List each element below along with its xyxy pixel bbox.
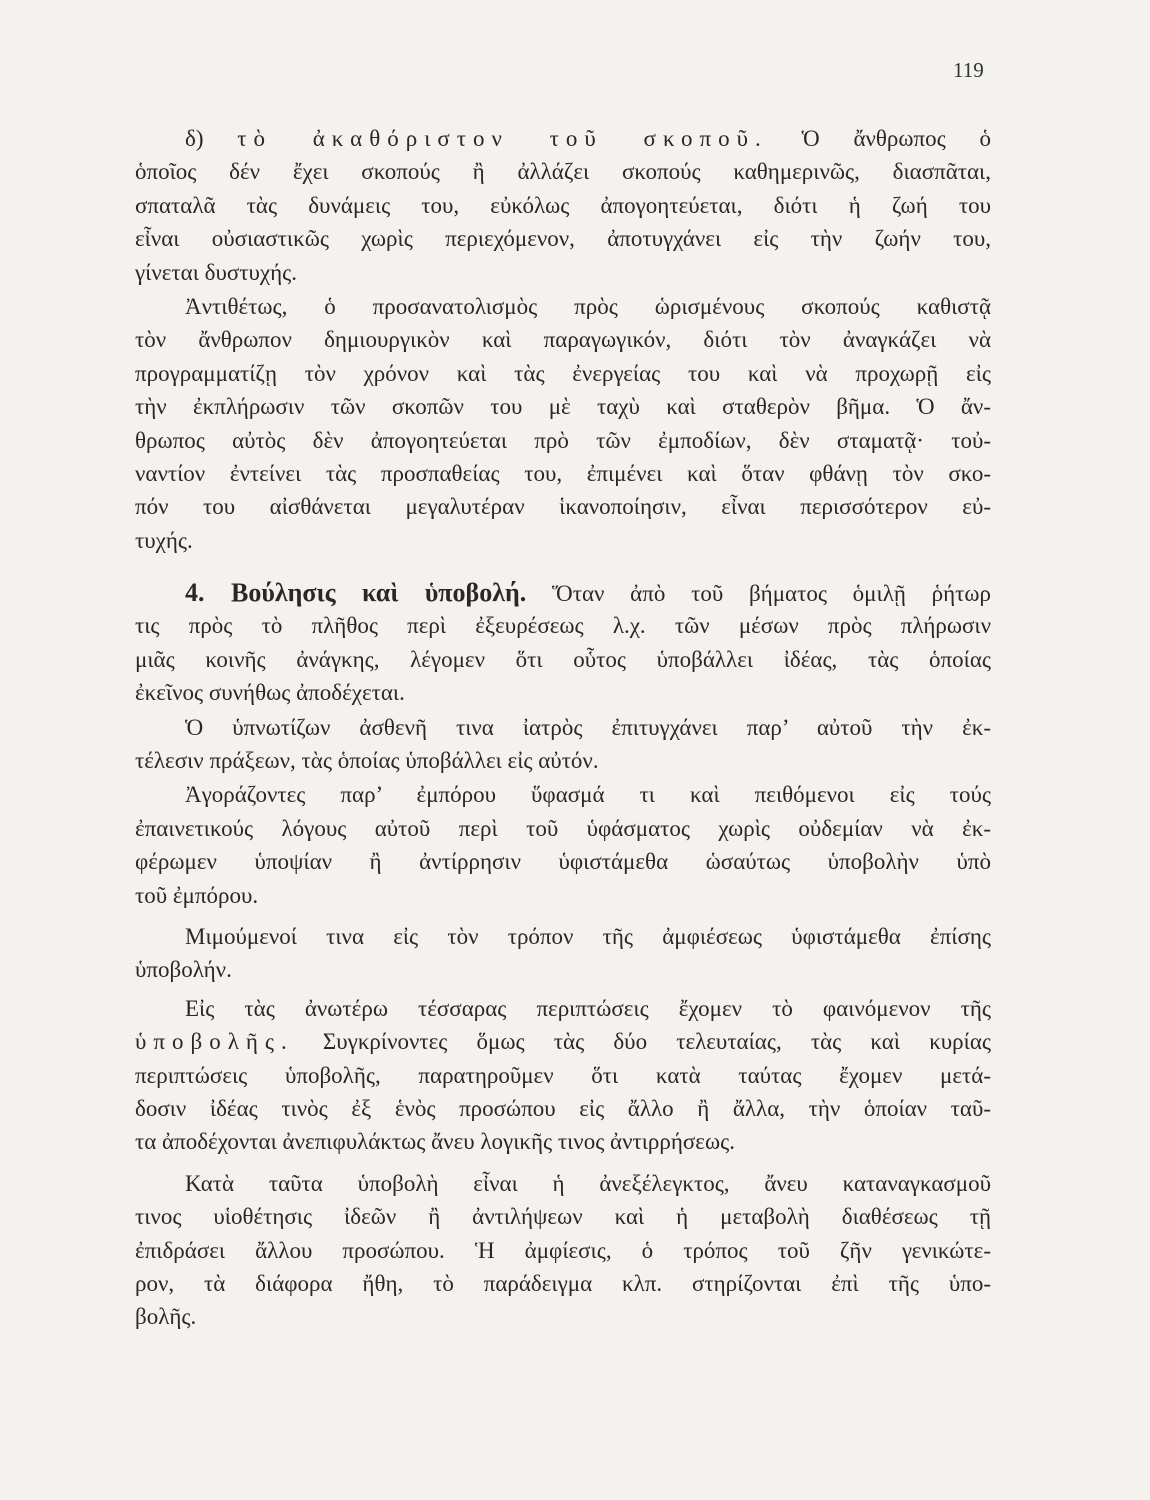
text-line bbox=[135, 390, 991, 423]
text-line bbox=[135, 992, 991, 1025]
text-line bbox=[135, 1125, 991, 1158]
text-segment: τινος υἱοθέτησις ἰδεῶν ἢ ἀντιλήψεων καὶ ἡ μεταβολὴ διαθέσεως τῇ bbox=[135, 1204, 991, 1230]
text-segment: Ὅταν ἀπὸ τοῦ βήματος ὁμιλῇ ῥήτωρ bbox=[526, 581, 991, 607]
text-line bbox=[135, 222, 991, 255]
text-line bbox=[135, 953, 991, 986]
text-line bbox=[135, 1267, 991, 1300]
text-segment: Συγκρίνοντες ὅμως τὰς δύο τελευταίας, τὰς καὶ κυρίας bbox=[293, 1029, 991, 1055]
text-segment: Μιμούμενοί τινα εἰς τὸν τρόπον τῆς ἀμφιέσεως ὑφιστάμεθα ἐπίσης bbox=[185, 923, 991, 949]
text-segment: δ) bbox=[185, 126, 238, 151]
text-line bbox=[135, 524, 991, 557]
emphasized-text: τὸ ἀκαθόριστον τοῦ σκοποῦ. bbox=[237, 126, 768, 151]
paragraph bbox=[135, 992, 991, 1159]
text-segment: ρον, τὰ διάφορα ἤθη, τὸ παράδειγμα κλπ. στηρίζονται ἐπὶ τῆς ὑπο- bbox=[135, 1270, 991, 1296]
text-line bbox=[135, 778, 991, 811]
text-segment: ὑποβολήν. bbox=[135, 957, 232, 983]
text-line bbox=[135, 490, 991, 523]
text-line bbox=[135, 122, 991, 155]
text-line bbox=[135, 812, 991, 845]
text-segment: βολῆς. bbox=[135, 1304, 197, 1330]
text-segment: πόν του αἰσθάνεται μεγαλυτέραν ἱκανοποίησιν, εἶναι περισσότερον εὐ- bbox=[135, 494, 991, 520]
text-segment: Ἀγοράζοντες παρ’ ἐμπόρου ὕφασμά τι καὶ πειθόμενοι εἰς τούς bbox=[185, 782, 991, 808]
text-segment: Κατὰ ταῦτα ὑποβολὴ εἶναι ἡ ἀνεξέλεγκτος, ἄνευ καταναγκασμοῦ bbox=[185, 1170, 991, 1196]
text-segment: τὴν ἐκπλήρωσιν τῶν σκοπῶν του μὲ ταχὺ καὶ σταθερὸν βῆμα. Ὁ ἄν- bbox=[135, 394, 991, 420]
text-line bbox=[135, 155, 991, 188]
text-segment: εἶναι οὐσιαστικῶς χωρὶς περιεχόμενον, ἀποτυγχάνει εἰς τὴν ζωήν του, bbox=[135, 226, 991, 252]
text-line bbox=[135, 1025, 991, 1058]
text-line bbox=[135, 744, 991, 777]
text-line bbox=[135, 1234, 991, 1267]
text-segment: τις πρὸς τὸ πλῆθος περὶ ἐξευρέσεως λ.χ. τῶν μέσων πρὸς πλήρωσιν bbox=[135, 613, 991, 639]
body-text bbox=[135, 122, 991, 1334]
text-line bbox=[135, 879, 991, 912]
text-line bbox=[135, 290, 991, 323]
section-heading: 4. Βούλησις καὶ ὑποβολή. bbox=[185, 578, 527, 608]
text-segment: τοῦ ἐμπόρου. bbox=[135, 882, 259, 908]
text-line bbox=[135, 920, 991, 953]
text-segment: τυχής. bbox=[135, 527, 193, 553]
text-line bbox=[135, 323, 991, 356]
text-segment: Ἀντιθέτως, ὁ προσανατολισμὸς πρὸς ὡρισμένους σκοπούς καθιστᾷ bbox=[185, 293, 991, 319]
text-line bbox=[135, 676, 991, 709]
text-line bbox=[135, 1059, 991, 1092]
paragraph bbox=[135, 1167, 991, 1334]
text-segment: ὁποῖος δέν ἔχει σκοπούς ἢ ἀλλάζει σκοπούς καθημερινῶς, διασπᾶται, bbox=[135, 159, 991, 185]
text-segment: σπαταλᾶ τὰς δυνάμεις του, εὐκόλως ἀπογοητεύεται, διότι ἡ ζωή του bbox=[135, 192, 991, 218]
text-segment: Ὁ ἄνθρωπος ὁ bbox=[767, 126, 992, 151]
text-segment: προγραμματίζῃ τὸν χρόνον καὶ τὰς ἐνεργείας του καὶ νὰ προχωρῇ εἰς bbox=[135, 360, 991, 386]
text-segment: περιπτώσεις ὑποβολῆς, παρατηροῦμεν ὅτι κατὰ ταύτας ἔχομεν μετά- bbox=[135, 1062, 991, 1088]
text-segment: δοσιν ἰδέας τινὸς ἐξ ἑνὸς προσώπου εἰς ἄλλο ἢ ἄλλα, τὴν ὁποίαν ταῦ- bbox=[135, 1095, 991, 1121]
text-line bbox=[135, 189, 991, 222]
text-line bbox=[135, 609, 991, 642]
text-segment: ναντίον ἐντείνει τὰς προσπαθείας του, ἐπιμένει καὶ ὅταν φθάνῃ τὸν σκο- bbox=[135, 460, 991, 486]
paragraph bbox=[135, 576, 991, 710]
text-line bbox=[135, 457, 991, 490]
text-line bbox=[135, 1092, 991, 1125]
text-line bbox=[135, 1167, 991, 1200]
text-segment: γίνεται δυστυχής. bbox=[135, 259, 297, 285]
page-number: 119 bbox=[953, 58, 984, 82]
paragraph bbox=[135, 122, 991, 289]
text-segment: ἐπιδράσει ἄλλου προσώπου. Ἡ ἀμφίεσις, ὁ τρόπος τοῦ ζῆν γενικώτε- bbox=[135, 1237, 991, 1263]
text-line bbox=[135, 256, 991, 289]
text-segment: τέλεσιν πράξεων, τὰς ὁποίας ὑποβάλλει εἰς αὐτόν. bbox=[135, 748, 599, 774]
text-line bbox=[135, 1300, 991, 1333]
emphasized-text: ὑποβολῆς. bbox=[135, 1029, 294, 1055]
text-line bbox=[135, 1200, 991, 1233]
text-segment: θρωπος αὐτὸς δὲν ἀπογοητεύεται πρὸ τῶν ἐμποδίων, δὲν σταματᾷ· τοὐ- bbox=[135, 427, 991, 453]
text-segment: τα ἀποδέχονται ἀνεπιφυλάκτως ἄνευ λογικῆς τινος ἀντιρρήσεως. bbox=[135, 1129, 735, 1155]
text-line bbox=[135, 424, 991, 457]
paragraph bbox=[135, 290, 991, 557]
text-segment: Εἰς τὰς ἀνωτέρω τέσσαρας περιπτώσεις ἔχομεν τὸ φαινόμενον τῆς bbox=[185, 995, 991, 1021]
paragraph bbox=[135, 778, 991, 912]
text-line bbox=[135, 643, 991, 676]
text-segment: μιᾶς κοινῆς ἀνάγκης, λέγομεν ὅτι οὗτος ὑποβάλλει ἰδέας, τὰς ὁποίας bbox=[135, 646, 991, 672]
paragraph bbox=[135, 711, 991, 778]
text-line bbox=[135, 357, 991, 390]
text-line bbox=[135, 576, 991, 609]
text-segment: Ὁ ὑπνωτίζων ἀσθενῆ τινα ἰατρὸς ἐπιτυγχάνει παρ’ αὐτοῦ τὴν ἐκ- bbox=[185, 714, 991, 740]
text-segment: ἐπαινετικούς λόγους αὐτοῦ περὶ τοῦ ὑφάσματος χωρὶς οὐδεμίαν νὰ ἐκ- bbox=[135, 815, 991, 841]
paragraph bbox=[135, 920, 991, 987]
text-line bbox=[135, 711, 991, 744]
text-segment: φέρωμεν ὑποψίαν ἢ ἀντίρρησιν ὑφιστάμεθα ὡσαύτως ὑποβολὴν ὑπὸ bbox=[135, 849, 991, 875]
text-segment: ἐκεῖνος συνήθως ἀποδέχεται. bbox=[135, 680, 405, 706]
text-segment: τὸν ἄνθρωπον δημιουργικὸν καὶ παραγωγικόν, διότι τὸν ἀναγκάζει νὰ bbox=[135, 327, 991, 353]
text-line bbox=[135, 845, 991, 878]
